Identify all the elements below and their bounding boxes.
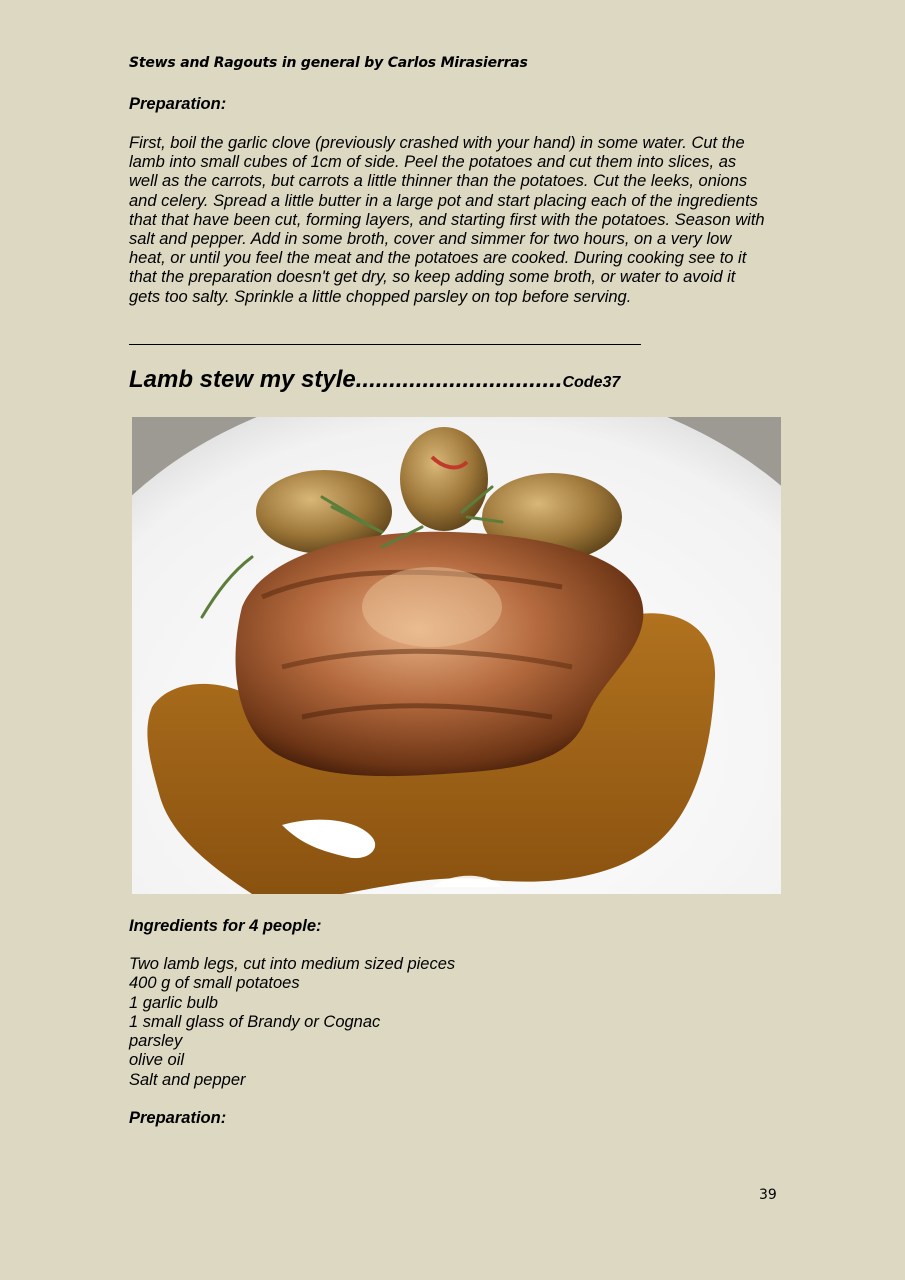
page-number: 39 xyxy=(759,1187,777,1203)
ingredient-item: Salt and pepper xyxy=(129,1070,246,1089)
section-divider xyxy=(129,344,641,345)
preparation-line: First, boil the garlic clove (previously crashed with your hand) in some water. Cut the xyxy=(129,134,745,152)
preparation-line: salt and pepper. Add in some broth, cover and simmer for two hours, on a very low xyxy=(129,230,732,249)
ingredient-item: 1 garlic bulb xyxy=(129,993,218,1012)
recipe-code: Code37 xyxy=(562,374,621,391)
preparation-line: that that have been cut, forming layers, and starting first with the potatoes. Season with xyxy=(129,210,765,229)
preparation-line: well as the carrots, but carrots a little thinner than the potatoes. Cut the leeks, onions xyxy=(129,172,748,191)
preparation-line: that the preparation doesn't get dry, so keep adding some broth, or water to avoid it xyxy=(129,268,736,287)
dish-photo xyxy=(132,417,781,894)
recipe-preparation-heading: Preparation: xyxy=(129,1109,227,1127)
preparation-line: and celery. Spread a little butter in a large pot and start placing each of the ingredients xyxy=(129,191,758,210)
preparation-paragraph xyxy=(129,134,779,307)
ingredients-heading: Ingredients for 4 people: xyxy=(129,917,322,935)
ingredient-item: 400 g of small potatoes xyxy=(129,974,300,993)
running-header: Stews and Ragouts in general by Carlos Mirasierras xyxy=(129,55,528,71)
ingredient-item: parsley xyxy=(129,1032,183,1051)
ingredient-item: olive oil xyxy=(129,1051,185,1070)
recipe-title-text: Lamb stew my style............................... xyxy=(129,366,563,393)
preparation-line: heat, or until you feel the meat and the potatoes are cooked. During cooking see to it xyxy=(129,249,747,268)
preparation-heading: Preparation: xyxy=(129,95,227,113)
ingredients-list xyxy=(129,955,455,1090)
ingredient-item: 1 small glass of Brandy or Cognac xyxy=(129,1012,381,1031)
ingredient-item: Two lamb legs, cut into medium sized pieces xyxy=(129,955,456,973)
preparation-line: lamb into small cubes of 1cm of side. Peel the potatoes and cut them into slices, as xyxy=(129,153,737,172)
preparation-line: gets too salty. Sprinkle a little chopped parsley on top before serving. xyxy=(129,287,632,306)
recipe-title xyxy=(129,366,620,394)
